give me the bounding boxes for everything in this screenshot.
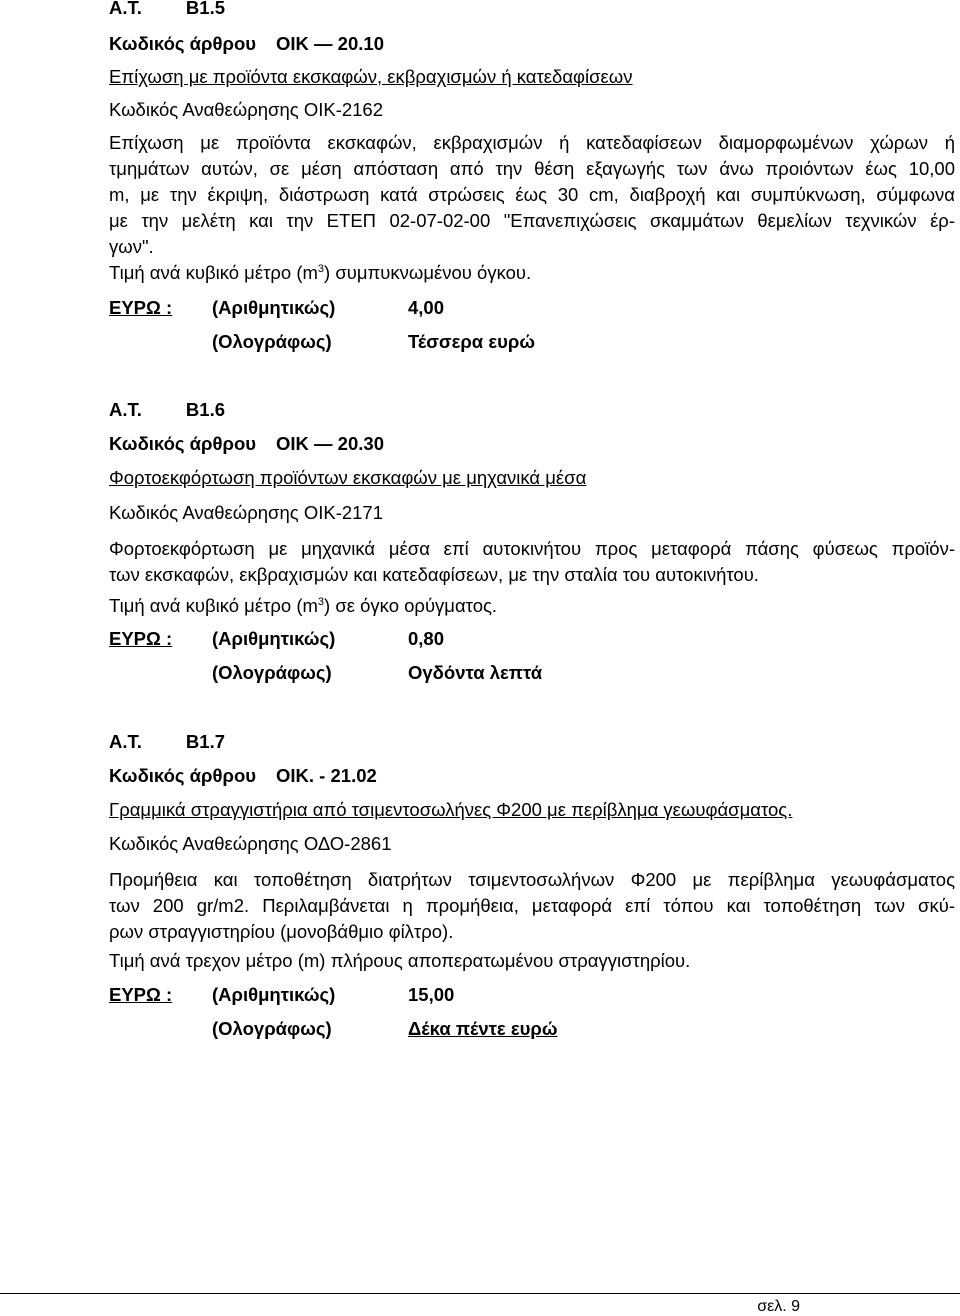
description-line: Επίχωση με προϊόντα εκσκαφών, εκβραχισμών ή κατεδαφίσεων διαμορφωμένων χώρων ή — [109, 132, 955, 153]
article-code-line — [109, 433, 384, 455]
at-code: Β1.5 — [185, 0, 225, 18]
description-line: ρων στραγγιστηρίου (μονοβάθμιο φίλτρο). — [109, 921, 454, 942]
numeric-label: (Αριθμητικώς) — [212, 628, 336, 649]
description-line: με την μελέτη και την ΕΤΕΠ 02-07-02-00 "Επανεπιχώσεις σκαμμάτων θεμελίων τεχνικών έρ- — [109, 210, 955, 231]
item-description — [109, 869, 955, 947]
words-value: Δέκα πέντε ευρώ — [408, 1018, 558, 1039]
unit-price-text — [109, 262, 531, 284]
unit-price-text — [109, 595, 497, 617]
article-label: Κωδικός άρθρου — [109, 433, 257, 454]
words-value: Ογδόντα λεπτά — [408, 662, 543, 683]
at-code: Β1.6 — [185, 399, 225, 420]
words-label: (Ολογράφως) — [212, 662, 332, 683]
at-line — [109, 731, 225, 753]
at-label: Α.Τ. — [109, 399, 142, 420]
description-line: Προμήθεια και τοποθέτηση διατρήτων τσιμεντοσωλήνων Φ200 με περίβλημα γεωυφάσματος — [109, 869, 955, 890]
revision-code: Κωδικός Αναθεώρησης ΟΙΚ-2162 — [109, 99, 384, 120]
description-line: m, με την έκριψη, διάστρωση κατά στρώσεις έως 30 cm, διαβροχή και συμπύκνωση, σύμφωνα — [109, 184, 955, 205]
item-title: Φορτοεκφόρτωση προϊόντων εκσκαφών με μηχανικά μέσα — [109, 467, 587, 488]
price-text-before: Τιμή ανά τρεχον μέτρο (m) πλήρους αποπερατωμένου στραγγιστηρίου. — [109, 950, 691, 971]
euro-label: ΕΥΡΩ : — [109, 297, 173, 318]
price-text-after: ) σε όγκο ορύγματος. — [324, 595, 498, 616]
euro-numeric-row — [0, 628, 960, 650]
description-line: Φορτοεκφόρτωση με μηχανικά μέσα επί αυτοκινήτου προς μεταφορά πάσης φύσεως προϊόν- — [109, 538, 955, 559]
numeric-value: 4,00 — [408, 297, 445, 318]
euro-numeric-row — [0, 297, 960, 319]
unit-price-text — [109, 950, 690, 972]
item-title: Επίχωση με προϊόντα εκσκαφών, εκβραχισμών ή κατεδαφίσεων — [109, 66, 633, 87]
at-label: Α.Τ. — [109, 0, 142, 18]
article-code-line — [109, 33, 384, 55]
numeric-label: (Αριθμητικώς) — [212, 297, 336, 318]
price-text-after: ) συμπυκνωμένου όγκου. — [324, 262, 532, 283]
article-label: Κωδικός άρθρου — [109, 33, 257, 54]
words-label: (Ολογράφως) — [212, 1018, 332, 1039]
price-text-before: Τιμή ανά κυβικό μέτρο (m — [109, 262, 318, 283]
article-code-line — [109, 765, 377, 787]
numeric-value: 15,00 — [408, 984, 455, 1005]
at-line — [109, 0, 225, 19]
description-line: γων". — [109, 236, 154, 257]
article-label: Κωδικός άρθρου — [109, 765, 257, 786]
description-line: των εκσκαφών, εκβραχισμών και κατεδαφίσεων, με την σταλία του αυτοκινήτου. — [109, 564, 759, 585]
euro-label: ΕΥΡΩ : — [109, 984, 173, 1005]
euro-label: ΕΥΡΩ : — [109, 628, 173, 649]
numeric-label: (Αριθμητικώς) — [212, 984, 336, 1005]
item-description — [109, 538, 955, 590]
item-title: Γραμμικά στραγγιστήρια από τσιμεντοσωλήνες Φ200 με περίβλημα γεωυφάσματος. — [109, 799, 793, 820]
revision-code: Κωδικός Αναθεώρησης ΟΔΟ-2861 — [109, 833, 392, 854]
article-code: ΟΙΚ — 20.10 — [276, 33, 384, 54]
euro-words-row — [0, 662, 960, 684]
at-line — [109, 399, 225, 421]
page-number: σελ. 9 — [757, 1298, 800, 1315]
description-line: τμημάτων αυτών, σε μέση απόσταση από την θέση εξαγωγής των άνω προιόντων έως 10,00 — [109, 158, 955, 179]
words-value: Τέσσερα ευρώ — [408, 331, 535, 352]
article-code: ΟΙΚ — 20.30 — [276, 433, 384, 454]
euro-words-row — [0, 331, 960, 353]
euro-numeric-row — [0, 984, 960, 1006]
at-label: Α.Τ. — [109, 731, 142, 752]
words-label: (Ολογράφως) — [212, 331, 332, 352]
price-text-before: Τιμή ανά κυβικό μέτρο (m — [109, 595, 318, 616]
price-sup: 3 — [317, 596, 325, 608]
numeric-value: 0,80 — [408, 628, 445, 649]
euro-words-row — [0, 1018, 960, 1040]
revision-code: Κωδικός Αναθεώρησης ΟΙΚ-2171 — [109, 502, 384, 523]
price-sup: 3 — [317, 263, 325, 275]
at-code: Β1.7 — [185, 731, 225, 752]
footer-divider — [0, 1293, 960, 1294]
article-code: ΟΙΚ. - 21.02 — [276, 765, 377, 786]
item-description — [109, 132, 955, 262]
description-line: των 200 gr/m2. Περιλαμβάνεται η προμήθεια, μεταφορά επί τόπου και τοποθέτηση των σκύ- — [109, 895, 955, 916]
